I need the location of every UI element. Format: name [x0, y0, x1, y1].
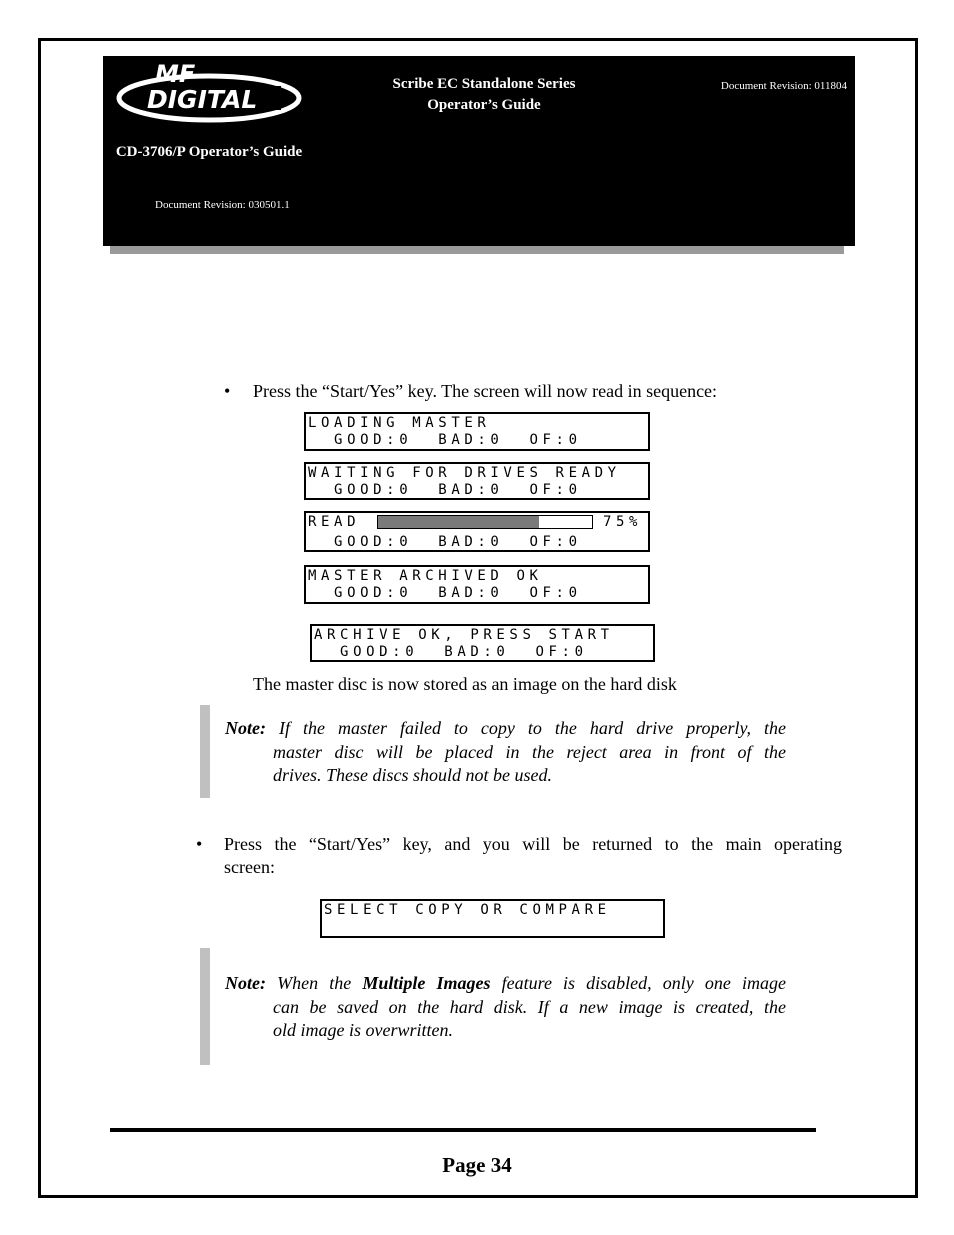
lcd-line1: SELECT COPY OR COMPARE	[324, 902, 611, 918]
center-title-line1: Scribe EC Standalone Series	[392, 76, 576, 92]
page-number: Page 34	[442, 1153, 512, 1177]
lcd-line1: WAITING FOR DRIVES READY	[308, 465, 621, 481]
logo-mf-text: MF	[155, 60, 196, 88]
note-post: feature is disabled, only one image	[501, 973, 787, 993]
note-bold: Multiple Images	[362, 973, 491, 993]
lcd-line2: GOOD:0 BAD:0 OF:0	[308, 482, 582, 498]
lcd-line2: GOOD:0 BAD:0 OF:0	[308, 585, 582, 601]
bullet-text-line2: screen:	[224, 857, 275, 877]
note-failed-copy	[225, 717, 786, 788]
note-multiple-images	[225, 972, 786, 1043]
right-revision: Document Revision: 011804	[720, 80, 847, 92]
logo-digital-text: DIGITAL	[147, 85, 258, 114]
lcd-line1: ARCHIVE OK, PRESS START	[314, 627, 614, 643]
lcd-line2: GOOD:0 BAD:0 OF:0	[314, 644, 588, 660]
note-line3: old image is overwritten.	[273, 1020, 453, 1040]
progress-bar	[377, 515, 593, 529]
progress-bar-fill	[378, 516, 539, 528]
bullet-item	[224, 380, 824, 404]
lcd-line1: READ	[308, 514, 361, 530]
mf-digital-logo	[111, 60, 307, 124]
lcd-line2: GOOD:0 BAD:0 OF:0	[308, 534, 582, 550]
note-sidebar	[200, 948, 210, 1065]
lcd-screen-waiting	[304, 462, 650, 500]
bullet-marker: •	[224, 381, 231, 401]
note-line2: master disc will be placed in the reject area in front of the	[273, 741, 786, 762]
bullet-text: Press the “Start/Yes” key. The screen will now read in sequence:	[253, 381, 718, 401]
lcd-line2: GOOD:0 BAD:0 OF:0	[308, 432, 582, 448]
note-line2: can be saved on the hard disk. If a new image is created, the	[273, 996, 786, 1017]
lcd-line1: MASTER ARCHIVED OK	[308, 568, 543, 584]
stored-text: The master disc is now stored as an image on the hard disk	[253, 674, 677, 694]
bullet-marker: •	[196, 834, 203, 854]
lcd-screen-select	[320, 899, 665, 938]
footer-rule	[110, 1128, 816, 1132]
bullet-text-line1: Press the “Start/Yes” key, and you will be returned to the main operating	[224, 834, 842, 854]
note-label: Note:	[225, 718, 266, 738]
document-header	[103, 56, 855, 246]
bullet-item	[196, 833, 842, 883]
left-title: CD-3706/P Operator’s Guide	[115, 144, 303, 160]
note-sidebar	[200, 705, 210, 798]
lcd-screen-read	[304, 511, 650, 552]
center-title	[359, 74, 609, 116]
note-pre: When the	[277, 973, 352, 993]
lcd-screen-archive-ok	[310, 624, 655, 662]
lcd-screen-loading	[304, 412, 650, 451]
left-revision: Document Revision: 030501.1	[155, 199, 290, 211]
lcd-line1: LOADING MASTER	[308, 415, 491, 431]
note-label: Note:	[225, 973, 266, 993]
note-line3: drives. These discs should not be used.	[273, 765, 552, 785]
center-title-line2: Operator’s Guide	[427, 97, 541, 113]
lcd-screen-archived	[304, 565, 650, 604]
note-line1: If the master failed to copy to the hard drive properly, the	[278, 718, 786, 738]
progress-label: 75%	[603, 514, 643, 530]
